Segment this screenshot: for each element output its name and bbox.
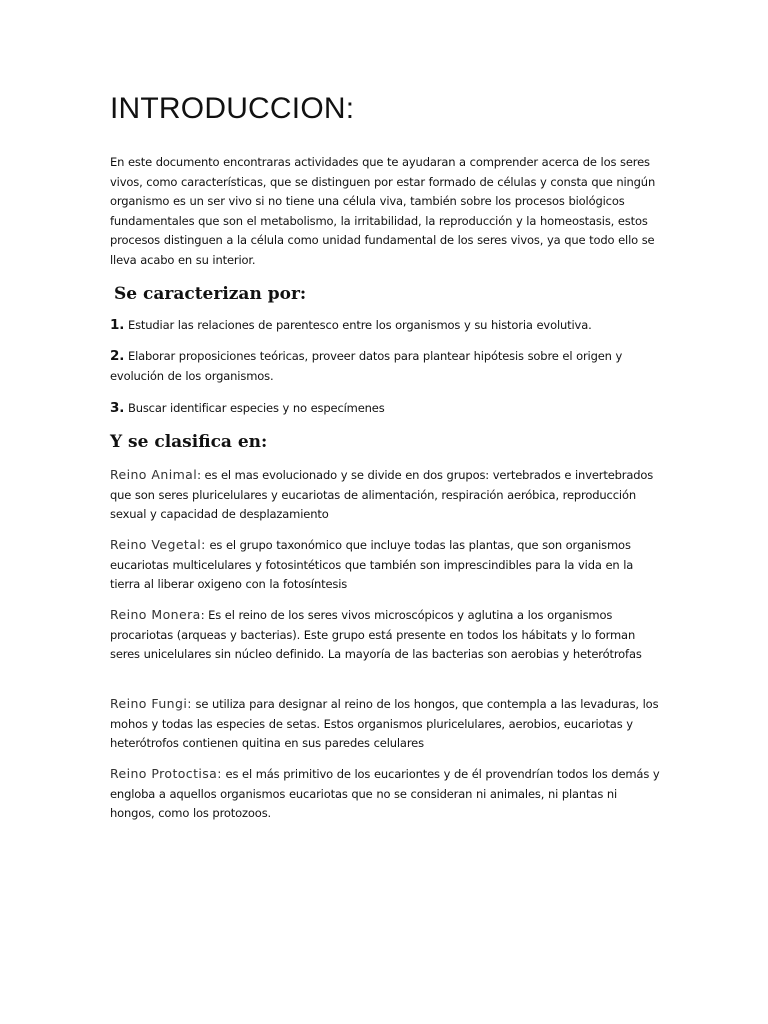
item-number: 2. xyxy=(110,348,125,364)
kingdom-description: es el grupo taxonómico que incluye todas las plantas, que son organismos eucariotas multicelulares y fotosintéticos que también son imprescindibles para la vida en la tierra al liberar oxigeno con la fotosíntesis xyxy=(110,538,634,591)
classification-heading: Y se clasifica en: xyxy=(110,432,268,452)
kingdom-protoctisa xyxy=(110,764,660,824)
kingdom-name: Reino Fungi: xyxy=(110,696,192,711)
item-text: Elaborar proposiciones teóricas, proveer datos para plantear hipótesis sobre el origen y evolución de los organismos. xyxy=(110,349,623,383)
kingdom-vegetal xyxy=(110,535,660,595)
kingdom-name: Reino Vegetal: xyxy=(110,537,206,552)
kingdom-description: : es el mas evolucionado y se divide en dos grupos: vertebrados e invertebrados que son seres pluricelulares y eucariotas de alimentación, respiración aeróbica, reproducción sexual y capacidad de desplazamiento xyxy=(110,468,654,521)
item-number: 3. xyxy=(110,400,125,416)
kingdom-fungi xyxy=(110,694,660,754)
intro-paragraph: En este documento encontraras actividades que te ayudaran a comprender acerca de los seres vivos, como características, que se distinguen por estar formado de células y consta que ningún organismo es un ser vivo si no tiene una célula viva, también sobre los procesos biológicos fundamentales que son el metabolismo, la irritabilidad, la reproducción y la homeostasis, estos procesos distinguen a la célula como unidad fundamental de los seres vivos, ya que todo ello se lleva acabo en su interior. xyxy=(110,155,656,267)
characteristic-item-2 xyxy=(110,347,660,386)
kingdom-monera xyxy=(110,605,660,665)
kingdom-name: Reino Monera xyxy=(110,607,201,622)
page-title: INTRODUCCION: xyxy=(110,92,355,125)
item-number: 1. xyxy=(110,317,125,333)
characteristics-heading: Se caracterizan por: xyxy=(114,284,307,304)
kingdom-name: Reino Animal xyxy=(110,467,198,482)
kingdom-description: : Es el reino de los seres vivos microscópicos y aglutina a los organismos procariotas (arqueas y bacterias). Este grupo está presente en todos los hábitats y lo forman seres unicelulares sin núcleo definido. La mayoría de las bacterias son aerobias y heterótrofas xyxy=(110,608,642,661)
item-text: Estudiar las relaciones de parentesco entre los organismos y su historia evolutiva. xyxy=(127,318,592,332)
kingdom-description: es el más primitivo de los eucariontes y de él provendrían todos los demás y engloba a aquellos organismos eucariotas que no se consideran ni animales, ni plantas ni hongos, como los protozoos. xyxy=(110,767,660,820)
kingdom-description: se utiliza para designar al reino de los hongos, que contempla a las levaduras, los mohos y todas las especies de setas. Estos organismos pluricelulares, aerobios, eucariotas y heterótrofos contienen quitina en sus paredes celulares xyxy=(110,697,659,750)
kingdom-name: Reino Protoctisa: xyxy=(110,766,222,781)
item-text: Buscar identificar especies y no especímenes xyxy=(127,401,385,415)
characteristic-item-1 xyxy=(110,316,660,336)
kingdom-animal xyxy=(110,465,660,525)
characteristic-item-3 xyxy=(110,399,660,419)
